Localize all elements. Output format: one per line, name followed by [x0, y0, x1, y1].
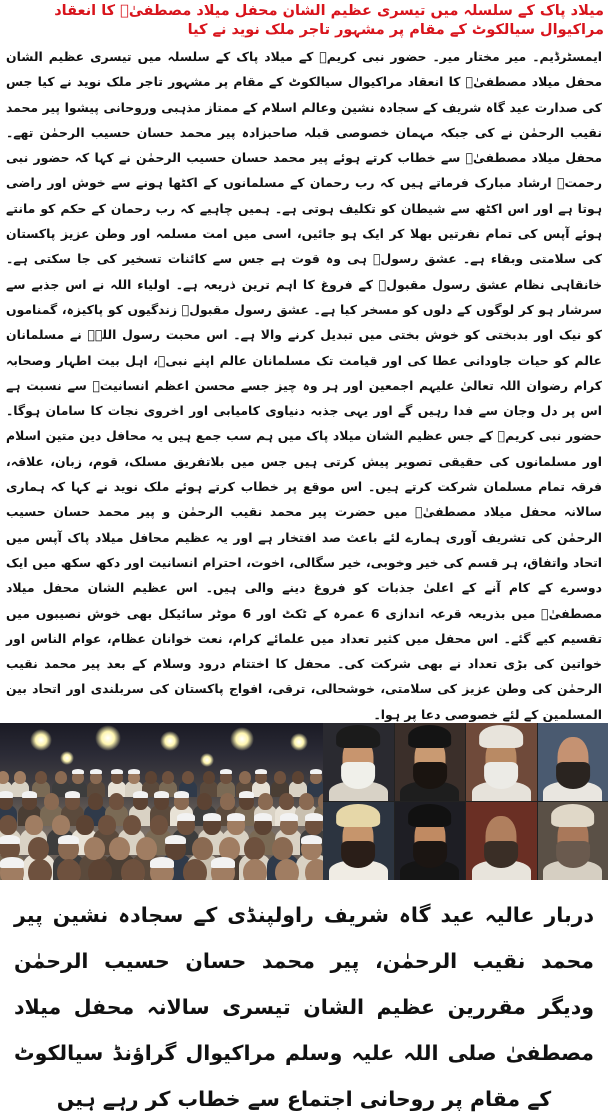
prayer-cap: [90, 769, 102, 774]
headline: میلاد پاک کے سلسلہ میں تیسری عظیم الشان محفل میلاد مصطفیٰؐ کا انعقاد مراکیوال سیالکوٹ کے مقام پر مشہور تاجر ملک نوید نے کیا: [0, 0, 608, 40]
crowd-head: [123, 815, 141, 835]
crowd-head: [197, 793, 212, 810]
prayer-cap: [72, 769, 84, 774]
portrait-beard: [341, 762, 375, 789]
crowd-head: [121, 859, 145, 880]
article-paragraph: ایمسٹرڈیم۔ میر مختار میر۔ حضور نبی کریمؐ کے میلاد پاک کے سلسلہ میں تیسری عظیم الشان محفل میلاد مصطفیٰؐ کا انعقاد مراکیوال سیالکوٹ کے مقام پر مشہور تاجر ملک نوید نے کیا جس کی صدارت عید گاہ شریف کے سجادہ نشین وعالم اسلام کے ممتاز مذہبی وروحانی پیشوا پیر محمد نقیب الرحمٰن نے کی جبکہ مہمان خصوصی قبلہ صاحبزادہ پیر محمد حسان حسیب الرحمٰن تھے۔ محفل میلاد مصطفیٰؐ سے خطاب کرتے ہوئے پیر محمد حسان حسیب الرحمٰن نے کہا کہ حضور نبی رحمتؐ ارشاد مبارک فرماتے ہیں کہ رب رحمان کے مسلمانوں کے اکٹھا ہونے سے خوش اور راضی ہوتا ہے اور اس اکٹھ سے شیطان کو تکلیف ہوتی ہے۔ ہمیں چاہیے کہ رب رحمان کے حکم کو مانتے ہوئے آپس کی تمام نفرتیں بھلا کر ایک ہو جائیں، اسی میں امت مسلمہ اور وطن عزیز پاکستان کی سلامتی وبقاء ہے۔ عشق رسولؐ ہی وہ قوت ہے جس سے کائنات تسخیر کی جا سکتی ہے۔ خانقاہی نظام عشق رسول مقبولؐ کے فروغ کا اہم ترین ذریعہ ہے۔ اولیاء اللہ نے اس جذبے سے سرشار ہو کر لوگوں کے دلوں کو مسخر کیا ہے۔ عشق رسول مقبولؐ زندگیوں کو پاکیزہ، گمناموں کو نیک اور بدبختی کو خوش بختی میں تبدیل کرنے والا ہے۔ اس محبت رسول اللہؐ نے مسلمانان عالم کو حیات جاودانی عطا کی اور قیامت تک مسلمانان عالم اپنے نبیؐ، اہل بیت اطہار وصحابہ کرام رضوان اللہ تعالیٰ علیہم اجمعین اور ہر وہ چیز جسے محسن اعظم انسانیتؐ سے نسبت ہے اس پر دل وجان سے فدا رہیں گے اور یہی جذبہ دنیاوی کامیابی اور اخروی نجات کا سامان ہوگا۔ حضور نبی کریمؐ کے جس عظیم الشان میلاد پاک میں ہم سب جمع ہیں یہ محافل دین متین اسلام اور مسلمانوں کی حقیقی تصویر پیش کرتی ہیں جس میں بلاتفریق مسلک، قوم، زبان، علاقہ، فرقہ تمام مسلمان شرکت کرتے ہیں۔ اس موقع پر خطاب کرتے ہوئے ملک نوید نے کہا کہ ہماری سالانہ محفل میلاد مصطفیٰؐ میں حضرت پیر محمد نقیب الرحمٰن و پیر محمد حسان حسیب الرحمٰن کی تشریف آوری ہمارے لئے باعث صد افتخار ہے اور یہ عظیم محافل میلاد پاک آپس میں اتحاد واتفاق، ہر قسم کی خیر وخوبی، خیر سگالی، اخوت، احترام انسانیت اور دکھ سکھ میں ایک دوسرے کے کام آنے کے اعلیٰ جذبات کو فروغ دینے والی ہیں۔ اس عظیم الشان محفل میلاد مصطفیٰؐ میں بذریعہ قرعہ اندازی 6 عمرہ کے ٹکٹ اور 6 موٹر سائیکل بھی خوش نصیبوں میں تقسیم کیے گئے۔ اس محفل میں کثیر تعداد میں علمائے کرام، نعت خوانان عظام، عوام الناس اور خواتین کی بڑی تعداد نے بھی شرکت کی۔ محفل کا اختتام درود وسلام کے بعد پیر محمد نقیب الرحمٰن کی وطن عزیز کی سلامتی، خوشحالی، ترقی، افواج پاکستان کی سربلندی اور اتحاد بین المسلمین کے لئے خصوصی دعا پر ہوا۔: [6, 49, 602, 722]
portrait-turban: [408, 804, 452, 827]
prayer-cap: [280, 813, 298, 821]
photo-caption: [0, 880, 608, 1119]
crowd-head: [292, 771, 304, 784]
crowd-head: [88, 793, 103, 810]
speaker-portrait: [323, 802, 394, 880]
speaker-portrait: [538, 723, 608, 801]
prayer-cap: [128, 769, 140, 774]
portrait-turban: [408, 725, 452, 748]
crowd-head: [192, 837, 213, 860]
prayer-cap: [305, 813, 323, 821]
portrait-turban: [336, 804, 380, 827]
prayer-cap: [227, 813, 245, 821]
crowd-head: [84, 837, 105, 860]
crowd-head: [150, 815, 168, 835]
crowd-head: [35, 771, 47, 784]
photo-strip: [0, 723, 608, 880]
portrait-beard: [484, 841, 518, 868]
crowd-head: [44, 793, 59, 810]
crowd-head: [0, 815, 17, 835]
prayer-cap: [211, 857, 235, 868]
speaker-portrait: [395, 802, 466, 880]
prayer-cap: [165, 835, 186, 844]
speaker-portrait: [466, 802, 537, 880]
crowd-head: [299, 793, 314, 810]
stage-light: [230, 727, 254, 751]
speaker-portrait: [395, 723, 466, 801]
crowd-head: [239, 771, 251, 784]
crowd-head: [279, 793, 294, 810]
crowd-head: [258, 793, 273, 810]
portrait-beard: [484, 762, 518, 789]
prayer-cap: [255, 769, 267, 774]
prayer-cap: [310, 769, 322, 774]
crowd-head: [272, 837, 293, 860]
stage-light: [60, 751, 74, 765]
crowd-head: [25, 815, 43, 835]
prayer-cap: [220, 769, 232, 774]
crowd-head: [109, 793, 124, 810]
portrait-turban: [479, 725, 523, 748]
caption-text: دربار عالیہ عید گاہ شریف راولپنڈی کے سجادہ نشین پیر محمد نقیب الرحمٰن، پیر محمد حسان حسیب الرحمٰن ودیگر مقررین عظیم الشان تیسری سالانہ محفل میلاد مصطفیٰ صلی اللہ علیہ وسلم مراکیوال گراؤنڈ سیالکوٹ کے مقام پر روحانی اجتماع سے خطاب کر رہے ہیں: [14, 903, 594, 1111]
crowd-head: [136, 837, 157, 860]
stage-light: [30, 729, 52, 751]
stage-light: [95, 725, 121, 751]
crowd-head: [28, 859, 52, 880]
crowd-head: [162, 771, 174, 784]
stage-light: [290, 733, 308, 751]
article-body: [0, 40, 608, 723]
crowd-head: [145, 771, 157, 784]
crowd-head: [55, 771, 67, 784]
prayer-cap: [111, 769, 123, 774]
crowd-head: [220, 793, 235, 810]
stage-light: [200, 753, 214, 767]
crowd-head: [28, 837, 49, 860]
portrait-beard: [556, 762, 590, 789]
crowd-head: [274, 771, 286, 784]
prayer-cap: [22, 791, 37, 798]
crowd-head: [244, 837, 265, 860]
speaker-portrait: [538, 802, 608, 880]
crowd-head: [275, 859, 299, 880]
crowd-head: [109, 837, 130, 860]
stage-light: [160, 731, 180, 751]
crowd-head: [98, 815, 116, 835]
prayer-cap: [177, 813, 195, 821]
portrait-turban: [336, 725, 380, 748]
prayer-cap: [133, 791, 148, 798]
prayer-cap: [58, 835, 79, 844]
portrait-turban: [551, 804, 595, 827]
crowd-head: [52, 815, 70, 835]
speaker-portrait: [323, 723, 394, 801]
prayer-cap: [0, 835, 20, 844]
prayer-cap: [239, 791, 254, 798]
crowd-head: [305, 859, 323, 880]
prayer-cap: [0, 857, 24, 868]
crowd-head: [203, 771, 215, 784]
prayer-cap: [203, 813, 221, 821]
crowd-head: [76, 815, 94, 835]
prayer-cap: [154, 791, 169, 798]
crowd-head: [182, 771, 194, 784]
prayer-cap: [301, 835, 322, 844]
prayer-cap: [254, 813, 272, 821]
speaker-portraits: [323, 723, 608, 880]
crowd-head: [88, 859, 112, 880]
portrait-beard: [556, 841, 590, 868]
portrait-beard: [341, 841, 375, 868]
crowd-head: [14, 771, 26, 784]
prayer-cap: [0, 791, 13, 798]
portrait-beard: [413, 762, 447, 789]
prayer-cap: [174, 791, 189, 798]
portrait-beard: [413, 841, 447, 868]
crowd-head: [243, 859, 267, 880]
prayer-cap: [150, 857, 174, 868]
prayer-cap: [65, 791, 80, 798]
crowd-photo: [0, 723, 323, 880]
crowd-head: [183, 859, 207, 880]
speaker-portrait: [466, 723, 537, 801]
crowd-head: [57, 859, 81, 880]
